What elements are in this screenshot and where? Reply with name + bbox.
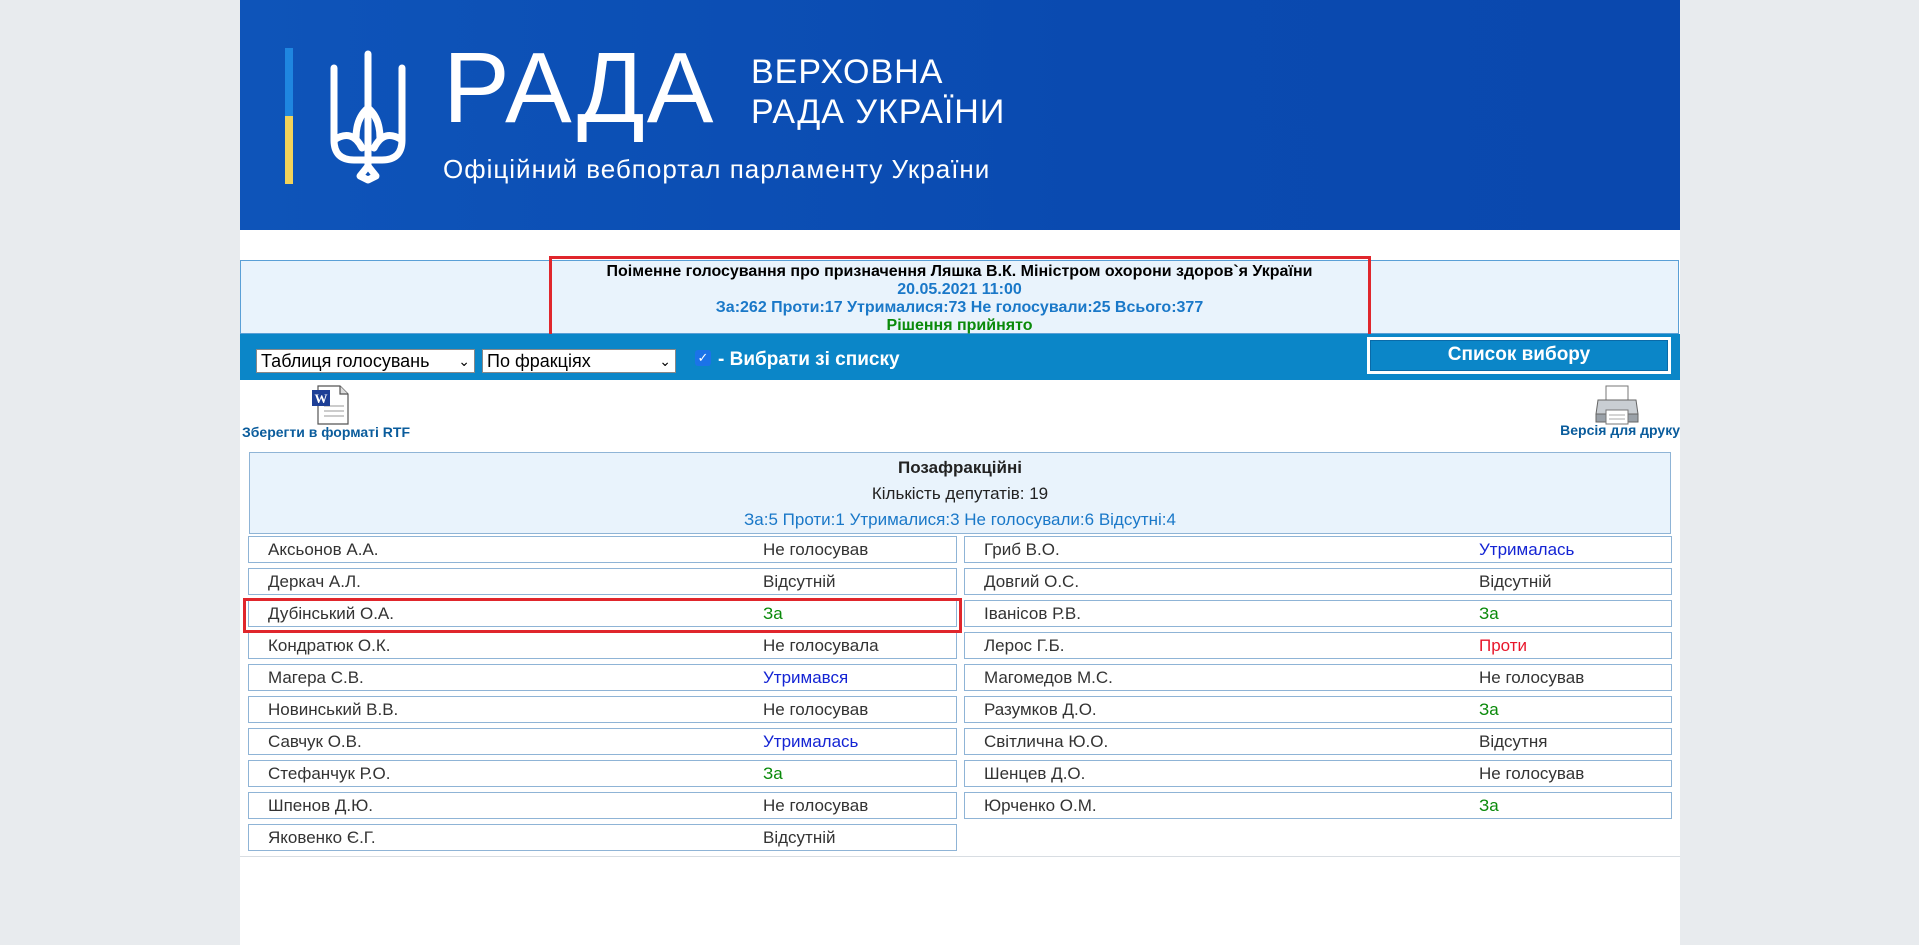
faction-count: Кількість депутатів: 19	[871, 484, 1049, 503]
site-tagline: Офіційний вебпортал парламенту України	[443, 154, 991, 184]
vote-title: Поіменне голосування про призначення Ляшка В.К. Міністром охорони здоров`я України	[606, 263, 1313, 280]
word-document-icon	[310, 384, 350, 426]
group-select[interactable]	[482, 349, 676, 373]
deputy-vote: Відсутня	[1479, 732, 1548, 751]
deputy-vote: За	[1479, 796, 1499, 815]
deputy-name: Кондратюк О.К.	[268, 636, 391, 655]
save-rtf-link[interactable]	[242, 384, 422, 444]
row-highlight-frame	[243, 598, 962, 633]
deputy-name: Юрченко О.М.	[984, 796, 1097, 815]
deputy-vote: За	[763, 604, 783, 623]
deputy-row	[964, 760, 1672, 787]
deputy-vote: Не голосувала	[763, 636, 879, 655]
deputy-vote: Не голосував	[763, 796, 869, 815]
deputy-name: Магера С.В.	[268, 668, 364, 687]
brand-subtitle	[751, 52, 1005, 132]
deputy-row	[964, 664, 1672, 691]
view-select[interactable]	[256, 349, 475, 373]
deputy-vote: За	[1479, 604, 1499, 623]
deputy-vote: Утрималась	[763, 732, 859, 751]
deputy-row	[248, 760, 957, 787]
deputy-row	[964, 600, 1672, 627]
deputy-vote: За	[1479, 700, 1499, 719]
deputy-vote: За	[763, 764, 783, 783]
deputy-row	[964, 568, 1672, 595]
deputy-name: Яковенко Є.Г.	[268, 828, 376, 847]
deputy-name: Світлична Ю.О.	[984, 732, 1109, 751]
deputy-name: Гриб В.О.	[984, 540, 1060, 559]
deputy-vote: Утримався	[763, 668, 849, 687]
deputy-vote: Відсутній	[763, 572, 836, 591]
print-version-label: Версія для друку	[1560, 422, 1680, 438]
vote-summary: За:262 Проти:17 Утрималися:73 Не голосували:25 Всього:377	[715, 299, 1204, 316]
info-highlight-frame	[549, 256, 1371, 338]
vote-datetime: 20.05.2021 11:00	[897, 281, 1022, 298]
deputy-row	[248, 632, 957, 659]
deputy-row	[248, 568, 957, 595]
deputy-name: Дубінський О.А.	[268, 604, 394, 623]
deputy-vote: Не голосував	[763, 700, 869, 719]
flag-bar	[285, 48, 293, 184]
deputy-vote: Не голосував	[763, 540, 869, 559]
selection-list-button[interactable]: Список вибору	[1367, 337, 1671, 374]
select-from-list-checkbox[interactable]: ✓	[695, 350, 711, 366]
deputy-name: Шенцев Д.О.	[984, 764, 1086, 783]
deputy-row	[964, 632, 1672, 659]
deputy-name: Деркач А.Л.	[268, 572, 361, 591]
deputy-row	[248, 536, 957, 563]
deputy-row	[248, 728, 957, 755]
site-header	[240, 0, 1680, 230]
deputy-vote: Утрималась	[1479, 540, 1575, 559]
faction-stats: За:5 Проти:1 Утрималися:3 Не голосували:6 Відсутні:4	[744, 510, 1176, 529]
controls-bar	[240, 334, 1680, 380]
deputy-row	[248, 696, 957, 723]
chevron-down-icon: ⌄	[659, 352, 671, 369]
deputy-name: Іванісов Р.В.	[984, 604, 1081, 623]
deputy-name: Савчук О.В.	[268, 732, 362, 751]
deputy-name: Новинський В.В.	[268, 700, 399, 719]
faction-name: Позафракційні	[898, 458, 1022, 477]
deputy-vote: Відсутній	[763, 828, 836, 847]
deputy-name: Довгий О.С.	[984, 572, 1080, 591]
deputy-name: Лерос Г.Б.	[984, 636, 1065, 655]
chevron-down-icon: ⌄	[458, 352, 470, 369]
deputy-row	[964, 728, 1672, 755]
vote-result: Рішення прийнято	[886, 317, 1033, 334]
brand-sub-line-1: ВЕРХОВНА	[751, 53, 944, 91]
brand-title: РАДА	[443, 32, 716, 144]
deputy-name: Шпенов Д.Ю.	[268, 796, 373, 815]
faction-header	[249, 452, 1671, 534]
divider	[240, 856, 1680, 857]
brand-sub-line-2: РАДА УКРАЇНИ	[751, 93, 1006, 131]
deputy-vote: Відсутній	[1479, 572, 1552, 591]
deputy-row	[964, 696, 1672, 723]
deputy-row	[964, 792, 1672, 819]
deputy-vote: Не голосував	[1479, 764, 1585, 783]
printer-icon	[1594, 384, 1640, 426]
view-select-value: Таблиця голосувань	[261, 350, 430, 371]
deputy-row	[248, 664, 957, 691]
deputy-row	[248, 824, 957, 851]
checkbox-label: - Вибрати зі списку	[718, 349, 900, 370]
deputy-name: Стефанчук Р.О.	[268, 764, 391, 783]
trident-icon	[326, 48, 410, 184]
print-version-link[interactable]	[1548, 384, 1680, 444]
deputy-row	[248, 792, 957, 819]
page	[240, 0, 1680, 945]
save-rtf-label: Зберегти в форматі RTF	[242, 424, 411, 440]
deputy-row	[964, 536, 1672, 563]
deputy-vote: Проти	[1479, 636, 1528, 655]
group-select-value: По фракціях	[487, 350, 591, 371]
svg-text:W: W	[314, 391, 328, 406]
deputy-vote: Не голосував	[1479, 668, 1585, 687]
deputy-name: Магомедов М.С.	[984, 668, 1113, 687]
deputy-name: Аксьонов А.А.	[268, 540, 379, 559]
deputy-name: Разумков Д.О.	[984, 700, 1097, 719]
